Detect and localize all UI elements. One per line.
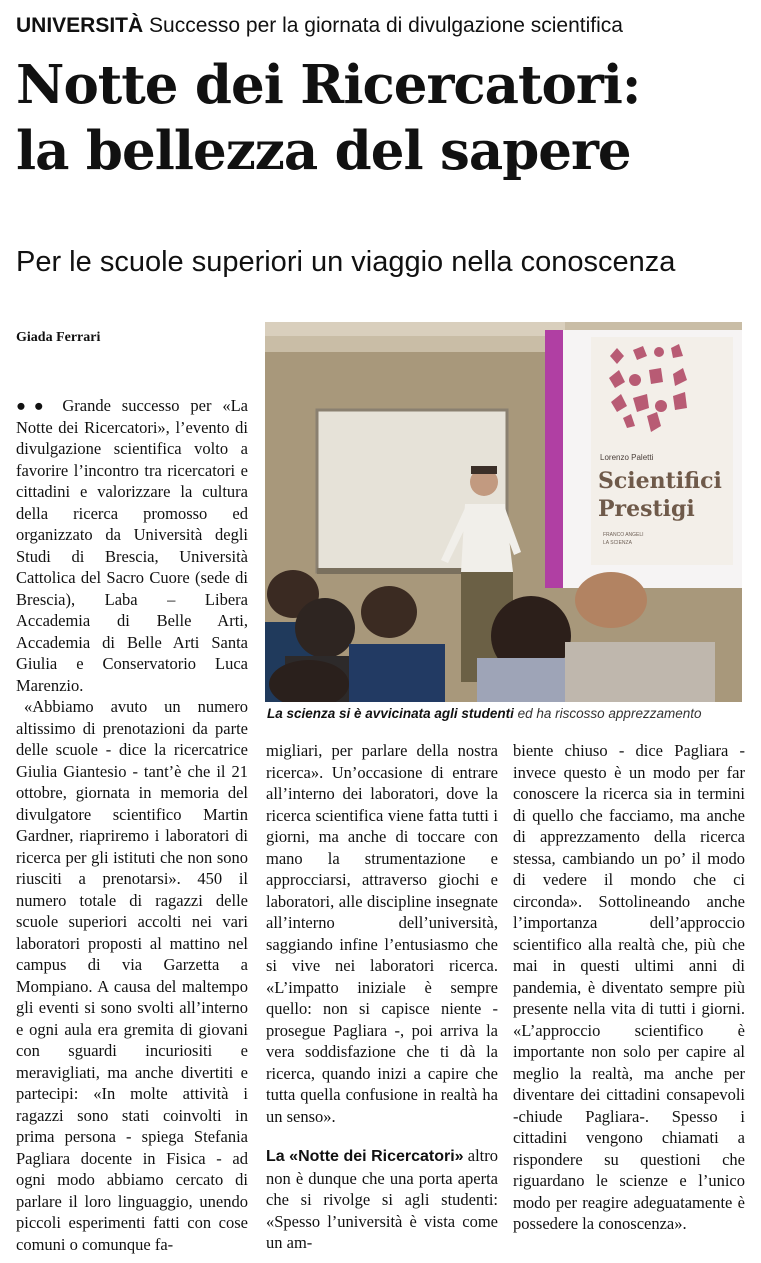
headline bbox=[16, 52, 756, 184]
paragraph-4-text: altro non è dunque che una porta aperta che si rivolge si agli studenti: «Spesso l’università è vista come un am- bbox=[266, 1146, 498, 1252]
article-column-2 bbox=[266, 740, 498, 1254]
paragraph-1 bbox=[16, 395, 248, 696]
subheadline: Per le scuole superiori un viaggio nella conoscenza bbox=[16, 246, 676, 278]
caption-rest: ed ha riscosso apprezzamento bbox=[517, 706, 702, 721]
paragraph-4 bbox=[266, 1145, 498, 1254]
book-title-line-1: Scientifici bbox=[598, 468, 722, 494]
article-column-1 bbox=[16, 395, 248, 1255]
photo-illustration bbox=[265, 322, 742, 702]
paragraph-3: migliari, per parlare della nostra ricerca». Un’occasione di entrare all’interno dei laboratori, dove la ricerca scientifica viene fatta tutti i giorni, ma anche di toccare con mano la strumentazione e approcciarsi, attraverso giochi e laboratori, alle discipline insegnate all’interno dell’università, saggiando infine l’entusiasmo che si vive nei laboratori ricerca. «L’impatto iniziale è sempre quello: non si capisce niente - prosegue Pagliara -, poi arriva la vera soddisfazione che ti dà la ricerca, quando inizi a capire che tutta quella confusione in realtà ha un senso». bbox=[266, 741, 498, 1126]
headline-line-2: la bellezza del sapere bbox=[16, 120, 631, 182]
paragraph-5: biente chiuso - dice Pagliara - invece questo è un modo per far conoscere la ricerca sia in termini di quello che facciamo, ma anche di apprezzamento della ricerca stessa, cambiando un po’ il modo di vedere il mondo che ci circonda». Sottolineando anche l’importanza dell’approccio scientifico alla realtà che, più che mai in questi ultimi anni di pandemia, è diventato sempre più presente nella vita di tutti i giorni. «L’approccio scientifico è importante non solo per capire al meglio la realtà, ma anche per diventare dei cittadini consapevoli -chiude Pagliara-. Spesso i cittadini vengono chiamati a rispondere su questioni che riguardano le scienze e l’unico modo per reagire adeguatamente è possedere la conoscenza». bbox=[513, 741, 745, 1233]
article-photo bbox=[265, 322, 742, 702]
book-publisher-line-2: LA SCIENZA bbox=[603, 540, 632, 546]
book-title-line-2: Prestigi bbox=[598, 496, 695, 522]
book-author: Lorenzo Paletti bbox=[600, 453, 654, 462]
article-column-3 bbox=[513, 740, 745, 1235]
paragraph-2: «Abbiamo avuto un numero altissimo di prenotazioni da parte delle scuole - dice la ricercatrice Giulia Giantesio - tant’è che il 21 ottobre, giornata in memoria del divulgatore scientifico Martin Gardner, riapriremo i laboratori di ricerca per gli istituti che non sono riusciti a prenotarsi». 450 il numero totale di ragazzi delle scuole superiori accolti nei vari laboratori proposti al mattino nel campus di via Garzetta a Mompiano. A causa del maltempo gli eventi si sono svolti all’interno e ogni aula era gremita di giovani con sguardi incuriositi e meravigliati, ma anche divertiti e partecipi: «In molte attività i ragazzi sono stati coinvolti in prima persona - spiega Stefania Pagliara docente in Fisica - ad ogni modo abbiamo cercato di parlare il loro linguaggio, unendo piccoli esperimenti fatti con cose comuni o comunque fa- bbox=[16, 697, 248, 1254]
kicker-text: Successo per la giornata di divulgazione scientifica bbox=[149, 14, 623, 37]
byline: Giada Ferrari bbox=[16, 330, 101, 345]
book-publisher-line-1: FRANCO ANGELI bbox=[603, 532, 644, 538]
kicker bbox=[16, 12, 751, 40]
kicker-section: UNIVERSITÀ bbox=[16, 14, 144, 37]
paragraph-1-text: Grande successo per «La Notte dei Ricercatori», l’evento di divulgazione scientifica volto a favorire l’incontro tra ricercatori e cittadini e valorizzare la cultura della ricerca promosso ed organizzato da Università degli Studi di Brescia, Università Cattolica del Sacro Cuore (sede di Brescia), Laba – Libera Accademia di Belle Arti, Accademia di Belle Arti Santa Giulia e Conservatorio Luca Marenzio. bbox=[16, 396, 249, 695]
article-subheading: La «Notte dei Ricercatori» bbox=[266, 1148, 464, 1165]
caption-bold: La scienza si è avvicinata agli studenti bbox=[267, 706, 514, 721]
headline-line-1: Notte dei Ricercatori: bbox=[16, 54, 641, 116]
photo-caption bbox=[267, 706, 747, 721]
lead-marker: ●● bbox=[16, 396, 52, 415]
